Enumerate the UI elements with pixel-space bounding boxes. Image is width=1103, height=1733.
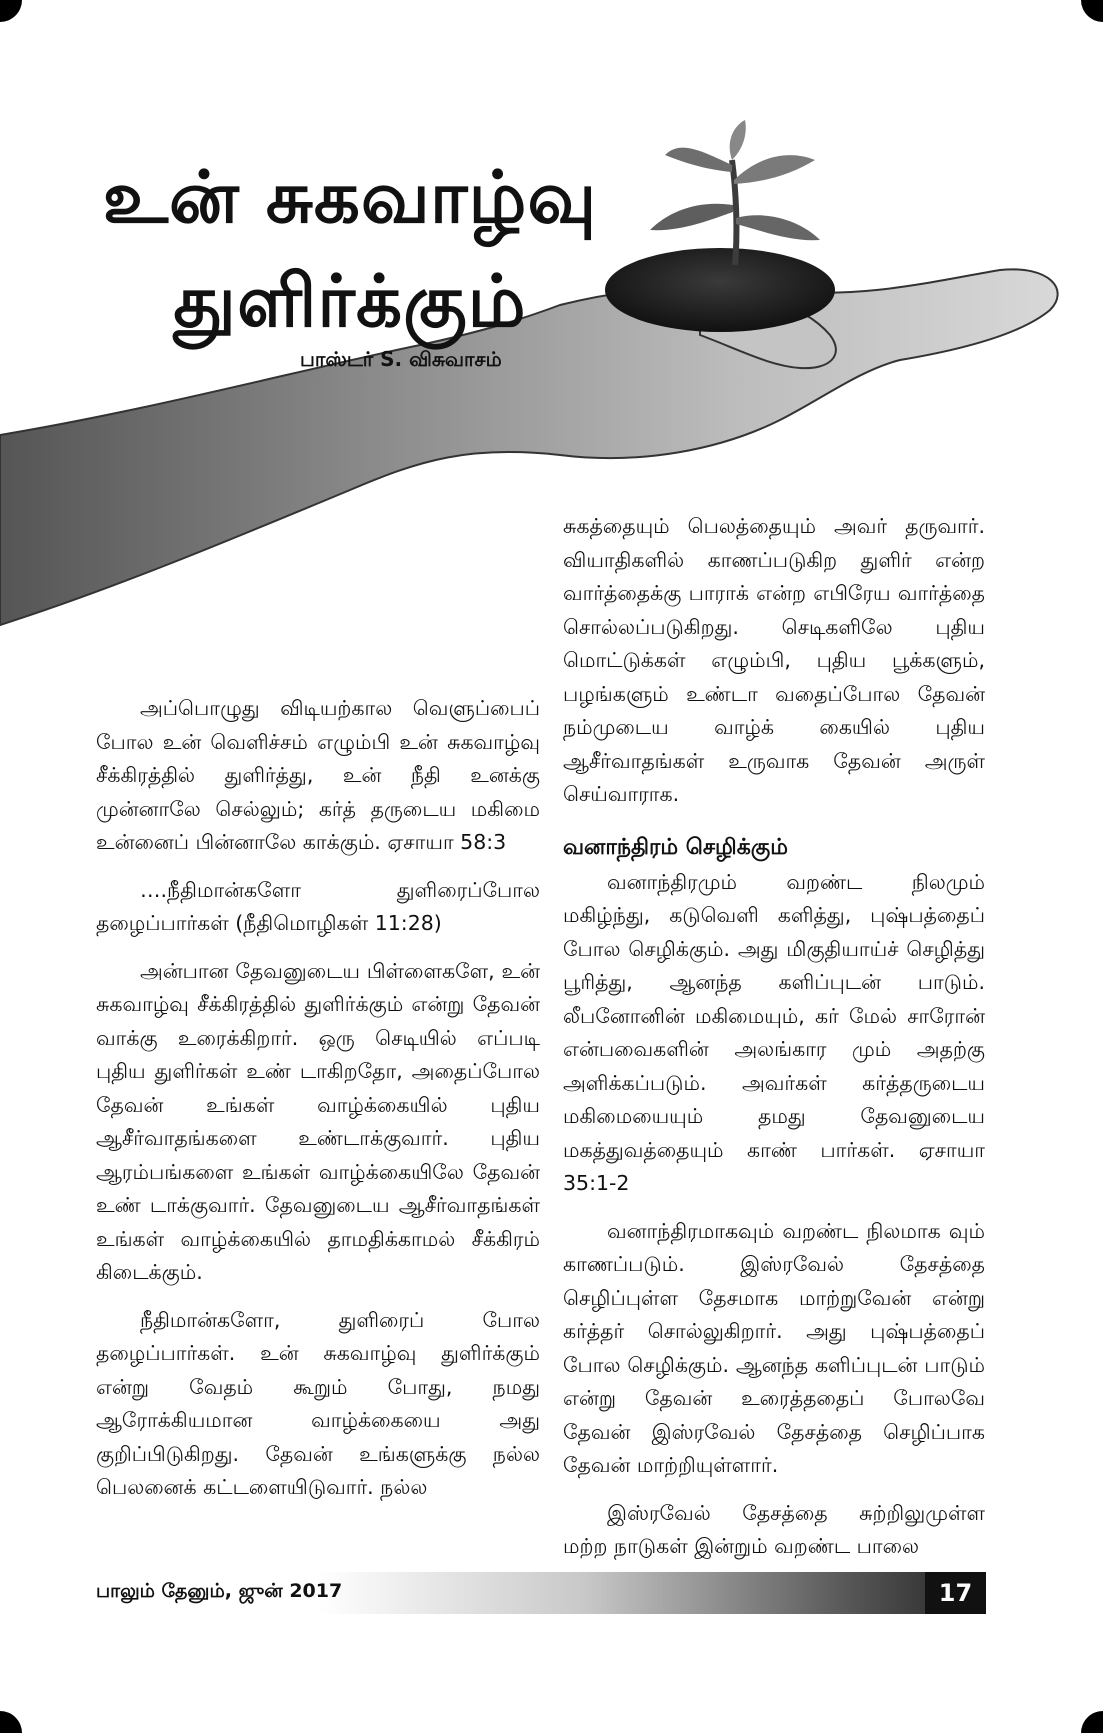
page-corner-top-right xyxy=(1081,0,1103,22)
paragraph: சுகத்தையும் பெலத்தையும் அவர் தருவார். வியாதிகளில் காணப்படுகிற துளிர் என்ற வார்த்தைக்கு பாராக் என்ற எபிரேய வார்த்தை சொல்லப்படுகிறது. செடிகளிலே புதிய மொட்டுக்கள் எழும்பி, புதிய பூக்களும், பழங்களும் உண்டா வதைப்போல தேவன் நம்முடைய வாழ்க் கையில் புதிய ஆசீர்வாதங்கள் உருவாக தேவன் அருள் செய்வாராக. xyxy=(563,514,985,806)
title-line-1: உன் சுகவாழ்வு xyxy=(102,155,598,239)
paragraph: வனாந்திரமும் வறண்ட நிலமும் மகிழ்ந்து, கடுவெளி களித்து, புஷ்பத்தைப் போல செழிக்கும். அது மிகுதியாய்ச் செழித்து பூரித்து, ஆனந்த களிப்புடன் பாடும். லீபனோனின் மகிமையும், கர் மேல் சாரோன் என்பவைகளின் அலங்கார மும் அதற்கு அளிக்கப்படும். அவர்கள் கர்த்தருடைய மகிமையையும் தமது தேவனுடைய மகத்துவத்தையும் காண் பார்கள். ஏசாயா 35:1-2 xyxy=(563,869,985,1195)
leaf-shape xyxy=(730,120,746,160)
article-title xyxy=(90,145,610,353)
page-corner-top-left xyxy=(0,0,22,22)
page-corner-bottom-left xyxy=(0,1711,22,1733)
page-number: 17 xyxy=(925,1572,986,1614)
paragraph: வனாந்திரமாகவும் வறண்ட நிலமாக வும் காணப்படும். இஸ்ரவேல் தேசத்தை செழிப்புள்ள தேசமாக மாற்றுவேன் என்று கர்த்தர் சொல்லுகிறார். அது புஷ்பத்தைப் போல செழிக்கும். ஆனந்த களிப்புடன் பாடும் என்று தேவன் உரைத்ததைப் போலவே தேவன் இஸ்ரவேல் தேசத்தை செழிப்பாக தேவன் மாற்றியுள்ளார். xyxy=(563,1218,985,1477)
leaf-shape xyxy=(734,155,815,184)
right-column xyxy=(563,510,985,1578)
paragraph: அன்பான தேவனுடைய பிள்ளைகளே, உன் சுகவாழ்வு சீக்கிரத்தில் துளிர்க்கும் என்று தேவன் வாக்கு உரைக்கிறார். ஒரு செடியில் எப்படி புதிய துளிர்கள் உண் டாகிறதோ, அதைப்போல தேவன் உங்கள் வாழ்க்கையில் புதிய ஆசீர்வாதங்களை உண்டாக்குவார். புதிய ஆரம்பங்களை உங்கள் வாழ்க்கையிலே தேவன் உண் டாக்குவார். தேவனுடைய ஆசீர்வாதங்கள் உங்கள் வாழ்க்கையில் தாமதிக்காமல் சீக்கிரம் கிடைக்கும். xyxy=(96,958,540,1284)
paragraph: இஸ்ரவேல் தேசத்தை சுற்றிலுமுள்ள மற்ற நாடுகள் இன்றும் வறண்ட பாலை xyxy=(563,1500,985,1558)
author-name: பாஸ்டர் S. விசுவாசம் xyxy=(300,347,502,371)
leaf-shape xyxy=(665,148,732,172)
paragraph: ….நீதிமான்களோ துளிரைப்போல தழைப்பார்கள் (நீதிமொழிகள் 11:28) xyxy=(96,877,540,935)
publication-name: பாலும் தேனும், ஜுன் 2017 xyxy=(96,1580,343,1602)
paragraph: நீதிமான்களோ, துளிரைப் போல தழைப்பார்கள். உன் சுகவாழ்வு துளிர்க்கும் என்று வேதம் கூறும் போது, நமது ஆரோக்கியமான வாழ்க்கையை அது குறிப்பிடுகிறது. தேவன் உங்களுக்கு நல்ல பெலனைக் கட்டளையிடுவார். நல்ல xyxy=(96,1307,540,1499)
title-line-2: துளிர்க்கும் xyxy=(173,259,527,343)
section-heading: வனாந்திரம் செழிக்கும் xyxy=(563,833,788,860)
paragraph: அப்பொழுது விடியற்கால வெளுப்பைப் போல உன் வெளிச்சம் எழும்பி உன் சுகவாழ்வு சீக்கிரத்தில் துளிர்த்து, உன் நீதி உனக்கு முன்னாலே செல்லும்; கர்த் தருடைய மகிமை உன்னைப் பின்னாலே காக்கும். ஏசாயா 58:3 xyxy=(96,696,540,854)
soil-shape xyxy=(605,248,835,332)
left-column xyxy=(96,692,540,1519)
leaf-shape xyxy=(650,204,733,230)
leaf-shape xyxy=(736,215,820,240)
page-corner-bottom-right xyxy=(1081,1711,1103,1733)
